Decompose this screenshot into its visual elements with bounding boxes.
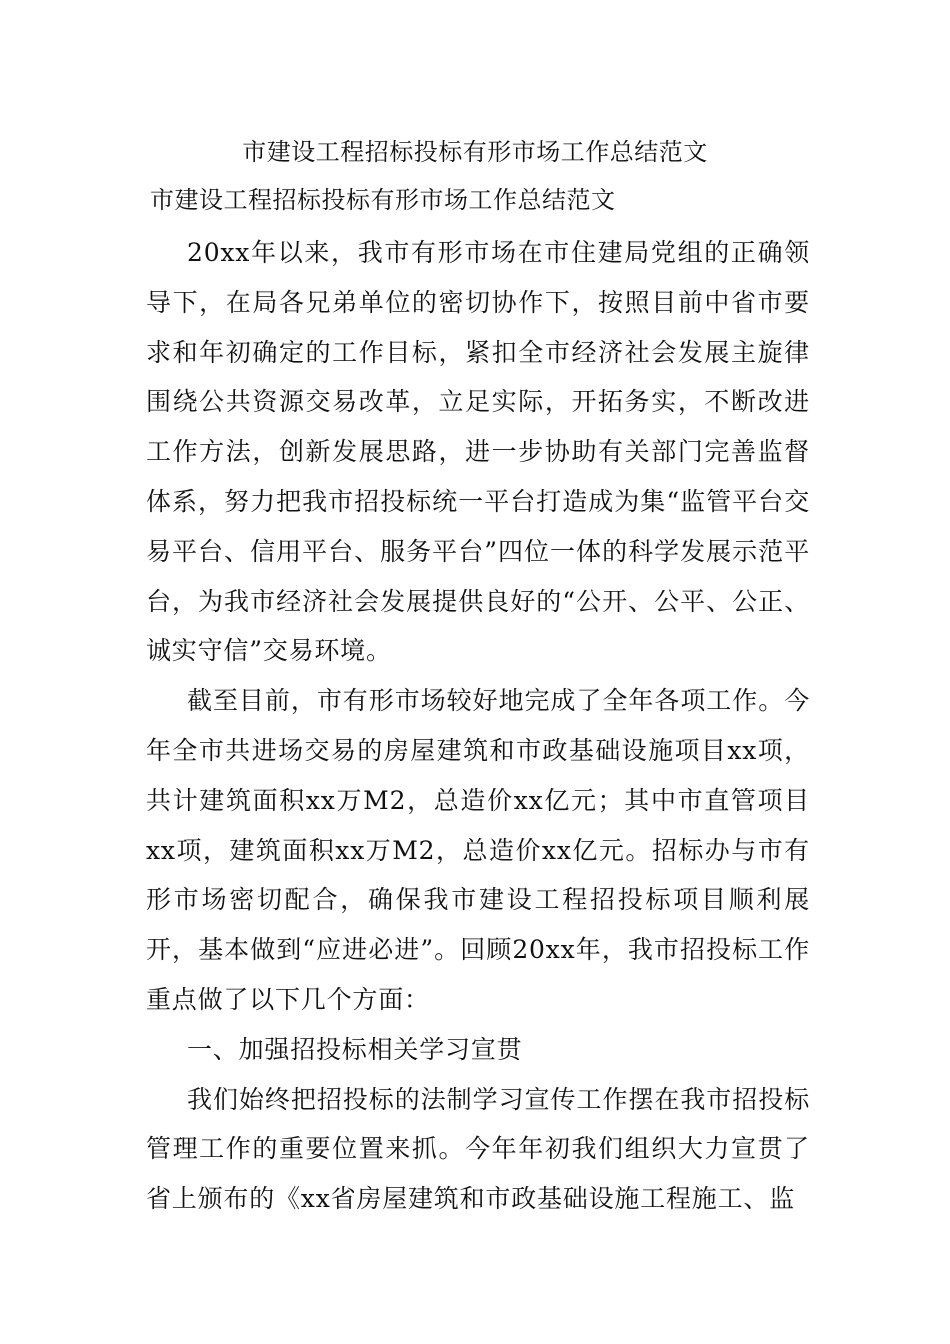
- document-subtitle: 市建设工程招标投标有形市场工作总结范文: [150, 186, 616, 214]
- paragraph-intro: 20xx年以来，我市有形市场在市住建局党组的正确领导下，在局各兄弟单位的密切协作下，按照目前中省市要求和年初确定的工作目标，紧扣全市经济社会发展主旋律围绕公共资源交易改革，立足实际，开拓务实，不断改进工作方法，创新发展思路，进一步协助有关部门完善监督体系，努力把我市招投标统一平台打造成为集“监管平台交易平台、信用平台、服务平台”四位一体的科学发展示范平台，为我市经济社会发展提供良好的“公开、公平、公正、诚实守信”交易环境。: [146, 238, 810, 666]
- paragraph-progress: 截至目前，市有形市场较好地完成了全年各项工作。今年全市共进场交易的房屋建筑和市政基础设施项目xx项，共计建筑面积xx万M2，总造价xx亿元；其中市直管项目xx项，建筑面积xx万M2，总造价xx亿元。招标办与市有形市场密切配合，确保我市建设工程招投标项目顺利展开，基本做到“应进必进”。回顾20xx年，我市招投标工作重点做了以下几个方面：: [146, 686, 810, 1014]
- section-heading-1: 一、加强招投标相关学习宣贯: [187, 1034, 523, 1064]
- document-title: 市建设工程招标投标有形市场工作总结范文: [242, 138, 708, 166]
- document-body: [146, 228, 810, 1224]
- paragraph-section-1: 我们始终把招投标的法制学习宣传工作摆在我市招投标管理工作的重要位置来抓。今年年初我们组织大力宣贯了省上颁布的《xx省房屋建筑和市政基础设施工程施工、监: [146, 1084, 810, 1214]
